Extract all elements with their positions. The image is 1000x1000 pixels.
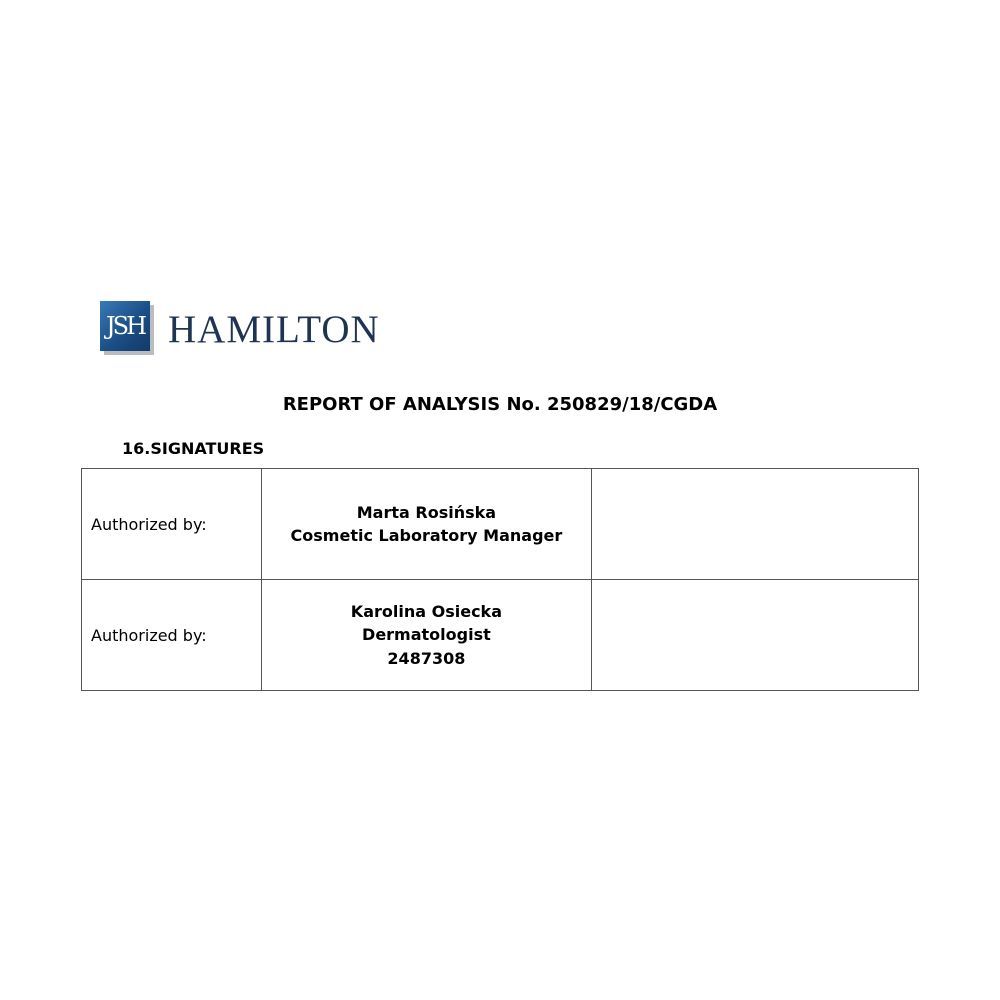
- signatory-license-number: 2487308: [387, 648, 466, 668]
- signatory-role: Cosmetic Laboratory Manager: [290, 526, 563, 545]
- logo-mark: [100, 301, 154, 355]
- signature-row: [82, 469, 919, 580]
- authorized-by-label: Authorized by:: [82, 580, 262, 691]
- signatory-details: [262, 580, 591, 691]
- signatory-name: Karolina Osiecka: [350, 601, 502, 621]
- signatory-details: [262, 469, 591, 580]
- signatures-table: [81, 468, 919, 691]
- logo-name: HAMILTON: [168, 308, 380, 351]
- section-title: 16.SIGNATURES: [122, 439, 265, 458]
- signature-area: [591, 580, 918, 691]
- signatory-name: Marta Rosińska: [356, 502, 497, 522]
- signature-area: [591, 469, 918, 580]
- company-logo: [100, 300, 380, 356]
- logo-monogram: JSH: [100, 301, 150, 351]
- report-title: REPORT OF ANALYSIS No. 250829/18/CGDA: [282, 394, 718, 415]
- signatory-role: Dermatologist: [362, 625, 491, 645]
- authorized-by-label: Authorized by:: [82, 469, 262, 580]
- signature-row: [82, 580, 919, 691]
